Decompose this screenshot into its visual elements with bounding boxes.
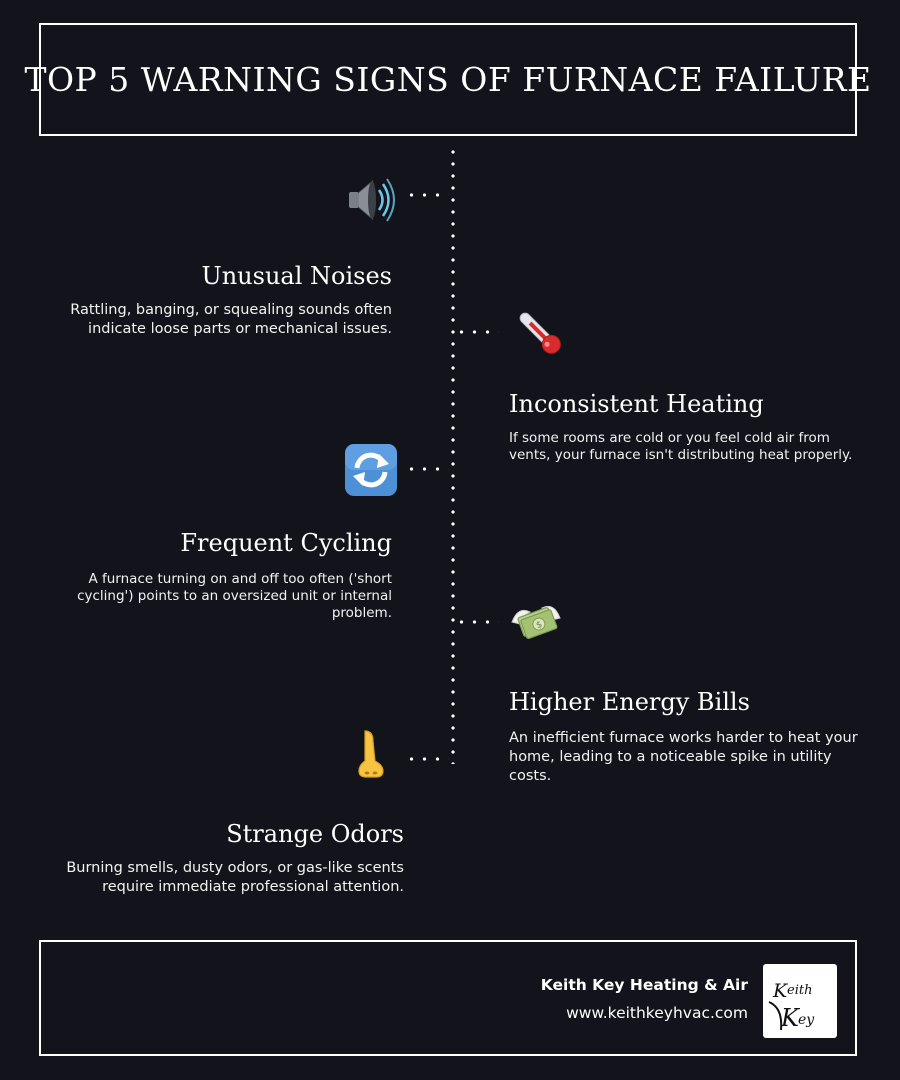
svg-text:eith: eith — [787, 983, 813, 998]
item-desc-frequent-cycling: A furnace turning on and off too often ('short cycling') points to an oversized unit or internal problem. — [77, 571, 392, 621]
item-desc-strange-odors: Burning smells, dusty odors, or gas-like scents require immediate professional attention. — [66, 860, 404, 895]
cycle-arrows-icon — [343, 442, 399, 498]
connector-4 — [455, 620, 499, 624]
speaker-icon — [341, 172, 397, 228]
item-heading-strange-odors: Strange Odors — [226, 820, 404, 848]
timeline-spine — [451, 146, 455, 764]
connector-5 — [405, 757, 449, 761]
company-logo — [763, 964, 837, 1038]
connector-1 — [405, 193, 449, 197]
footer — [39, 940, 857, 1056]
page-title: TOP 5 WARNING SIGNS OF FURNACE FAILURE — [24, 60, 872, 99]
website-link[interactable]: www.keithkeyhvac.com — [566, 1004, 748, 1022]
svg-text:K: K — [781, 1004, 799, 1032]
svg-text:ey: ey — [798, 1012, 815, 1028]
item-desc-unusual-noises: Rattling, banging, or squealing sounds often indicate loose parts or mechanical issues. — [70, 302, 392, 337]
company-name: Keith Key Heating & Air — [540, 976, 748, 994]
money-with-wings-icon — [508, 592, 564, 648]
connector-3 — [405, 467, 449, 471]
item-desc-inconsistent-heating: If some rooms are cold or you feel cold air from vents, your furnace isn't distributing heat properly. — [509, 430, 853, 463]
thermometer-icon — [512, 305, 568, 361]
item-desc-higher-energy-bills: An inefficient furnace works harder to heat your home, leading to a noticeable spike in utility costs. — [509, 730, 858, 784]
item-heading-inconsistent-heating: Inconsistent Heating — [509, 390, 764, 418]
connector-2 — [455, 330, 499, 334]
nose-icon — [343, 727, 399, 783]
svg-text:K: K — [773, 980, 788, 1002]
title-banner — [24, 23, 872, 136]
item-heading-higher-energy-bills: Higher Energy Bills — [509, 688, 750, 716]
item-heading-frequent-cycling: Frequent Cycling — [180, 529, 392, 557]
svg-text:$: $ — [535, 619, 544, 632]
item-heading-unusual-noises: Unusual Noises — [201, 262, 392, 290]
